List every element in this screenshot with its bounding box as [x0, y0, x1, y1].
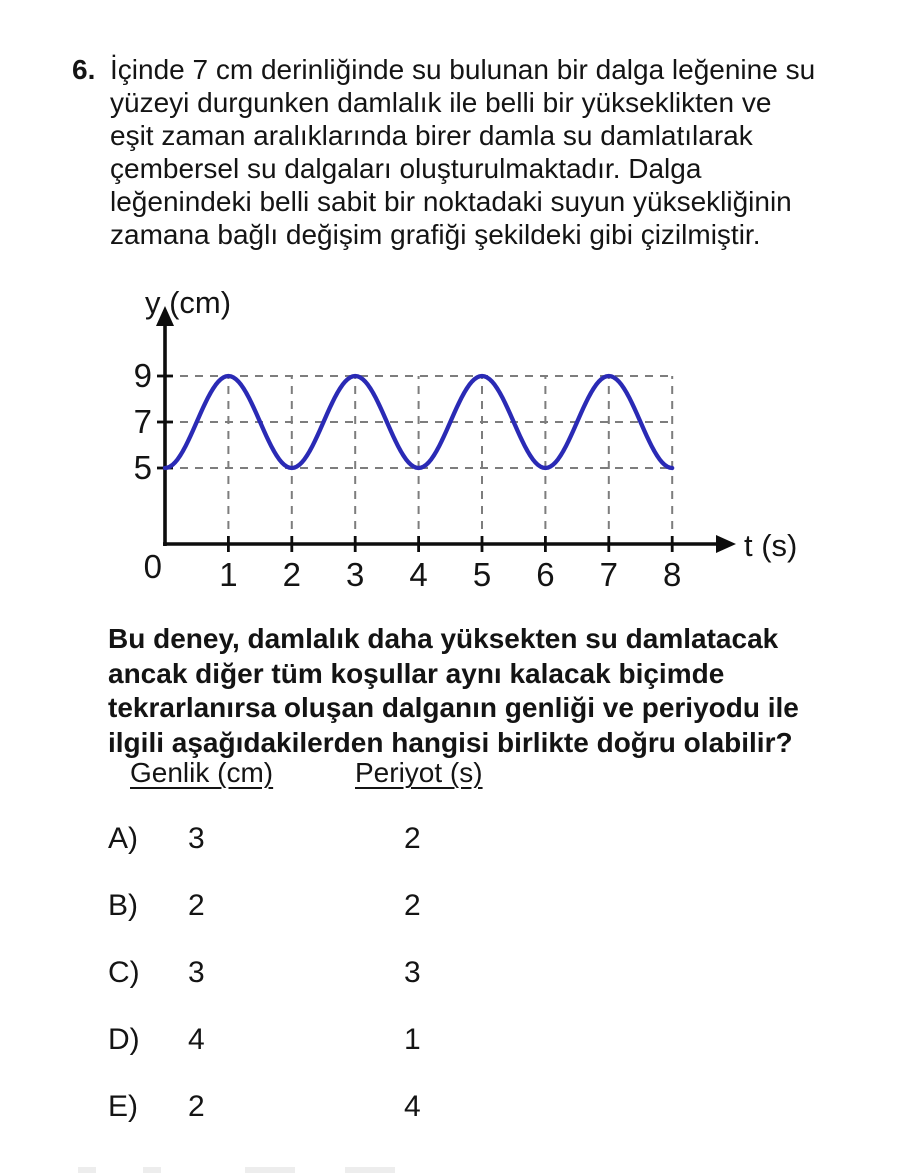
x-tick-label: 8 — [663, 556, 682, 593]
option-period-value: 2 — [404, 822, 421, 855]
x-axis-label: t (s) — [744, 528, 798, 563]
x-tick-label: 7 — [599, 556, 618, 593]
prompt-line: ancak diğer tüm koşullar aynı kalacak biçimde — [108, 657, 725, 689]
x-tick-label: 3 — [346, 556, 365, 593]
answer-option-c — [0, 956, 900, 996]
y-tick-label: 5 — [133, 449, 152, 486]
y-axis-label: y (cm) — [145, 285, 232, 320]
question-line: İçinde 7 cm derinliğinde su bulunan bir dalga leğenine su — [110, 54, 816, 85]
option-amplitude-value: 3 — [188, 956, 205, 989]
y-tick-label: 9 — [133, 357, 152, 394]
option-amplitude-value: 4 — [188, 1023, 205, 1056]
answer-option-a — [0, 822, 900, 862]
question-line: leğenindeki belli sabit bir noktadaki suyun yüksekliğinin — [110, 186, 792, 217]
question-line: zamana bağlı değişim grafiği şekildeki gibi çizilmiştir. — [110, 219, 761, 250]
x-tick-label: 5 — [472, 556, 492, 593]
prompt-line: ilgili aşağıdakilerden hangisi birlikte doğru olabilir? — [108, 726, 793, 758]
prompt-line: Bu deney, damlalık daha yüksekten su damlatacak — [108, 623, 779, 654]
scan-artifact — [143, 1167, 161, 1173]
option-amplitude-value: 2 — [188, 889, 205, 922]
question-prompt — [108, 622, 853, 760]
wave-height-graph-svg — [90, 268, 810, 604]
y-tick-label: 7 — [133, 403, 152, 440]
scan-artifact — [245, 1167, 295, 1173]
scan-artifact — [78, 1167, 96, 1173]
origin-label: 0 — [143, 548, 162, 585]
option-letter: A) — [108, 822, 138, 855]
question-line: çembersel su dalgaları oluşturulmaktadır. Dalga — [110, 153, 702, 184]
option-amplitude-value: 2 — [188, 1090, 205, 1123]
x-axis-arrow-icon — [716, 535, 736, 553]
option-letter: B) — [108, 889, 138, 922]
x-tick-label: 6 — [536, 556, 555, 593]
x-tick-label: 4 — [409, 556, 428, 593]
option-period-value: 2 — [404, 889, 421, 922]
period-column-header: Periyot (s) — [355, 757, 483, 788]
option-letter: C) — [108, 956, 140, 989]
answer-option-e — [0, 1090, 900, 1130]
option-period-value: 4 — [404, 1090, 421, 1123]
x-tick-label: 2 — [282, 556, 301, 593]
option-period-value: 1 — [404, 1023, 421, 1056]
question-block — [72, 53, 842, 251]
option-letter: E) — [108, 1090, 138, 1123]
wave-height-graph — [90, 268, 810, 604]
option-amplitude-value: 3 — [188, 822, 205, 855]
question-line: eşit zaman aralıklarında birer damla su damlatılarak — [110, 120, 753, 151]
prompt-line: tekrarlanırsa oluşan dalganın genliği ve periyodu ile — [108, 692, 799, 723]
amplitude-column-header: Genlik (cm) — [130, 757, 274, 788]
answer-table-headers — [0, 757, 900, 793]
answer-option-b — [0, 889, 900, 929]
option-letter: D) — [108, 1023, 140, 1056]
x-tick-label: 1 — [219, 556, 238, 593]
scan-artifact — [345, 1167, 395, 1173]
question-number: 6. — [72, 54, 96, 85]
answer-option-d — [0, 1023, 900, 1063]
option-period-value: 3 — [404, 956, 421, 989]
question-line: yüzeyi durgunken damlalık ile belli bir yükseklikten ve — [110, 87, 772, 118]
question-text — [110, 53, 842, 251]
